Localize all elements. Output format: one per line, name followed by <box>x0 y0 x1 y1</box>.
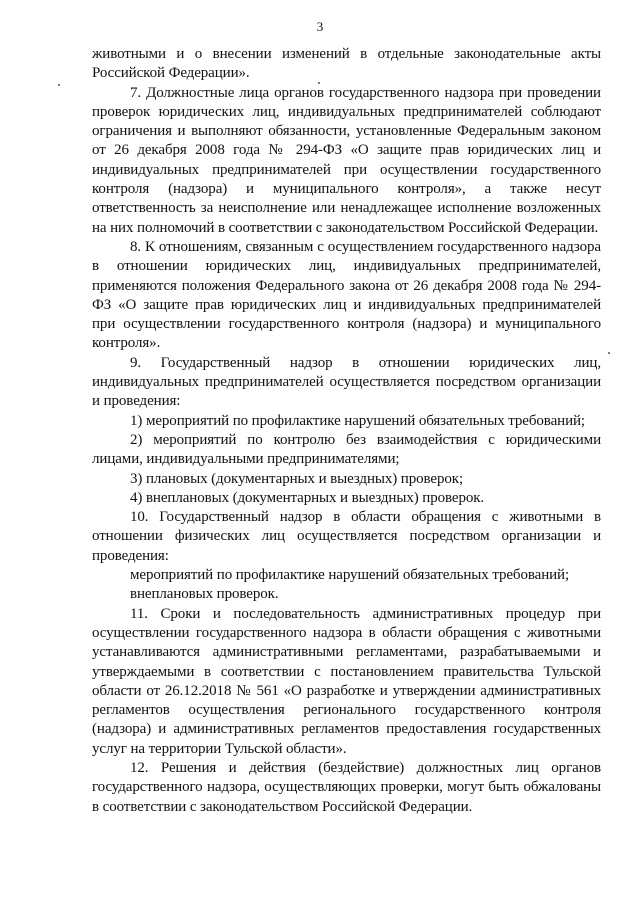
scan-speck <box>608 352 610 354</box>
paragraph-10-item-1: мероприятий по профилактике нарушений обязательных требований; <box>130 567 570 584</box>
page-number: 3 <box>316 19 324 34</box>
paragraph-intro: животными и о внесении изменений в отдельные законодательные акты Российской Федерации». <box>92 46 601 82</box>
paragraph-11: 11. Сроки и последовательность административных процедур при осуществлении государственного надзора в области обращения с животными устанавливаются административными регламентами, разрабатываемыми и утверждаемыми в соответствии с постановлением правительства Тульской области от 26.12.2018 № 561 «О разработке и утверждении административных регламентов осуществления регионального государственного контроля (надзора) и административных регламентов предоставления государственных услуг на территории Тульской области». <box>92 605 601 757</box>
document-body <box>92 45 601 817</box>
scan-speck <box>58 84 60 86</box>
paragraph-7: 7. Должностные лица органов государственного надзора при проведении проверок юридических лиц, индивидуальных предпринимателей соблюдают ограничения и выполняют обязанности, установленные Федеральным законом от 26 декабря 2008 года № 294-ФЗ «О защите прав юридических лиц и индивидуальных предпринимателей при осуществлении государственного контроля (надзора) и муниципального контроля», а также несут ответственность за неисполнение или ненадлежащее исполнение возложенных на них полномочий в соответствии с законодательством Российской Федерации. <box>92 84 601 236</box>
paragraph-9-item-3: 3) плановых (документарных и выездных) проверок; <box>130 470 464 487</box>
paragraph-9-item-1: 1) мероприятий по профилактике нарушений обязательных требований; <box>130 412 585 429</box>
paragraph-8: 8. К отношениям, связанным с осуществлением государственного надзора в отношении юридических лиц, индивидуальных предпринимателей, применяются положения Федерального закона от 26 декабря 2008 года № 294-ФЗ «О защите прав юридических лиц и индивидуальных предпринимателей при осуществлении государственного контроля (надзора) и муниципального контроля». <box>92 238 601 352</box>
scan-speck <box>318 82 320 84</box>
paragraph-12: 12. Решения и действия (бездействие) должностных лиц органов государственного надзора, осуществляющих проверки, могут быть обжалованы в соответствии с законодательством Российской Федерации. <box>92 759 601 815</box>
paragraph-10: 10. Государственный надзор в области обращения с животными в отношении физических лиц осуществляется посредством организации и проведения: <box>92 509 601 564</box>
paragraph-9-item-4: 4) внеплановых (документарных и выездных) проверок. <box>130 489 485 506</box>
paragraph-9-item-2: 2) мероприятий по контролю без взаимодействия с юридическими лицами, индивидуальными предпринимателями; <box>92 431 601 468</box>
paragraph-9: 9. Государственный надзор в отношении юридических лиц, индивидуальных предпринимателей осуществляется посредством организации и проведения: <box>92 354 601 410</box>
paragraph-10-item-2: внеплановых проверок. <box>130 586 279 603</box>
